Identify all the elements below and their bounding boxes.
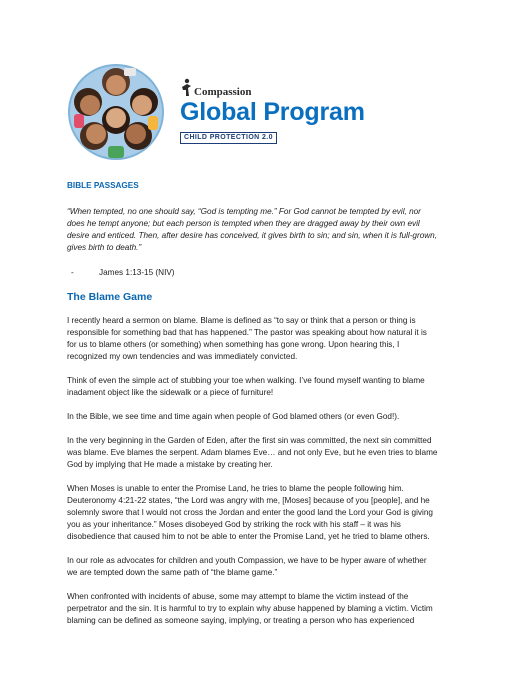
paragraph xyxy=(67,411,467,423)
citation-dash: - xyxy=(71,268,74,277)
bible-quote xyxy=(67,206,467,254)
paragraph-line: blaming can be defined as someone saying, implying, or treating a person who has experienced xyxy=(67,616,415,625)
paragraph-line: When Moses is unable to enter the Promise Land, he tries to blame the people following him. xyxy=(67,484,404,493)
paragraph-line: we are tempted down the same path of “the blame game.” xyxy=(67,568,278,577)
paragraph-line: responsible for something bad that has happened.” The pastor was speaking about how natural it is xyxy=(67,328,427,337)
bible-passages-heading: BIBLE PASSAGES xyxy=(67,181,139,190)
paragraph-line: God by implying that He made a mistake by creating her. xyxy=(67,460,273,469)
bible-citation xyxy=(67,267,467,279)
paragraph-line: perpetrator and the sin. It is harmful to try to explain why abuse happened by blaming a victim. Victim xyxy=(67,604,433,613)
paragraph xyxy=(67,435,467,471)
document-body xyxy=(67,180,467,639)
paragraph xyxy=(67,375,467,399)
paragraph-line: you as your inheritance.” Moses disobeyed God by striking the rock with his staff – it was his xyxy=(67,520,401,529)
quote-line: does he tempt anyone; but each person is tempted when they are dragged away by their own evil xyxy=(67,219,420,228)
compassion-figure-icon xyxy=(180,78,192,98)
paragraph xyxy=(67,555,467,579)
children-group-photo xyxy=(68,64,164,160)
citation-text: James 1:13-15 (NIV) xyxy=(99,268,175,277)
paragraph-line: disobedience that caused him to not be able to enter the Promise Land, yet he tried to blame others. xyxy=(67,532,430,541)
program-subtitle: CHILD PROTECTION 2.0 xyxy=(180,132,277,144)
paragraph-line: When confronted with incidents of abuse, some may attempt to blame the victim instead of the xyxy=(67,592,409,601)
paragraph-line: solemnly swore that I would not cross the Jordan and enter the good land the Lord your God is giving xyxy=(67,508,433,517)
paragraph-line: In the Bible, we see time and time again when people of God blamed others (or even God!). xyxy=(67,412,400,421)
paragraph-line: I recently heard a sermon on blame. Blame is defined as “to say or think that a person or thing is xyxy=(67,316,416,325)
header xyxy=(68,64,468,164)
paragraph-line: Think of even the simple act of stubbing your toe when walking. I’ve found myself wanting to blame xyxy=(67,376,425,385)
paragraph-line: was blame. Eve blames the serpent. Adam blames Eve… and not only Eve, but he even tries to blame xyxy=(67,448,438,457)
paragraph-line: inadament object like the sidewalk or a piece of furniture! xyxy=(67,388,274,397)
paragraph xyxy=(67,591,467,627)
quote-line: gives birth to death.” xyxy=(67,243,142,252)
brand-name: Compassion xyxy=(194,86,252,98)
paragraph xyxy=(67,315,467,363)
paragraph xyxy=(67,483,467,543)
brand-block xyxy=(180,76,365,144)
quote-line: “When tempted, no one should say, “God is tempting me.” For God cannot be tempted by evil, nor xyxy=(67,207,421,216)
blame-game-heading: The Blame Game xyxy=(67,291,153,303)
paragraph-line: recognized my own tendencies and was immediately convicted. xyxy=(67,352,298,361)
paragraph-line: In the very beginning in the Garden of Eden, after the first sin was committed, the next sin committed xyxy=(67,436,432,445)
program-title: Global Program xyxy=(180,98,365,126)
brand-logo xyxy=(180,76,365,98)
quote-line: desire and enticed. Then, after desire has conceived, it gives birth to sin; and sin, when it is full-grown, xyxy=(67,231,437,240)
paragraph-line: for us to blame others (or something) when something has gone wrong. Upon hearing this, I xyxy=(67,340,400,349)
paragraph-line: In our role as advocates for children and youth Compassion, we have to be hyper aware of whether xyxy=(67,556,427,565)
children-photo-image xyxy=(68,64,164,160)
paragraph-line: Deuteronomy 4:21-22 states, “the Lord was angry with me, [Moses] because of you [people], and he xyxy=(67,496,430,505)
